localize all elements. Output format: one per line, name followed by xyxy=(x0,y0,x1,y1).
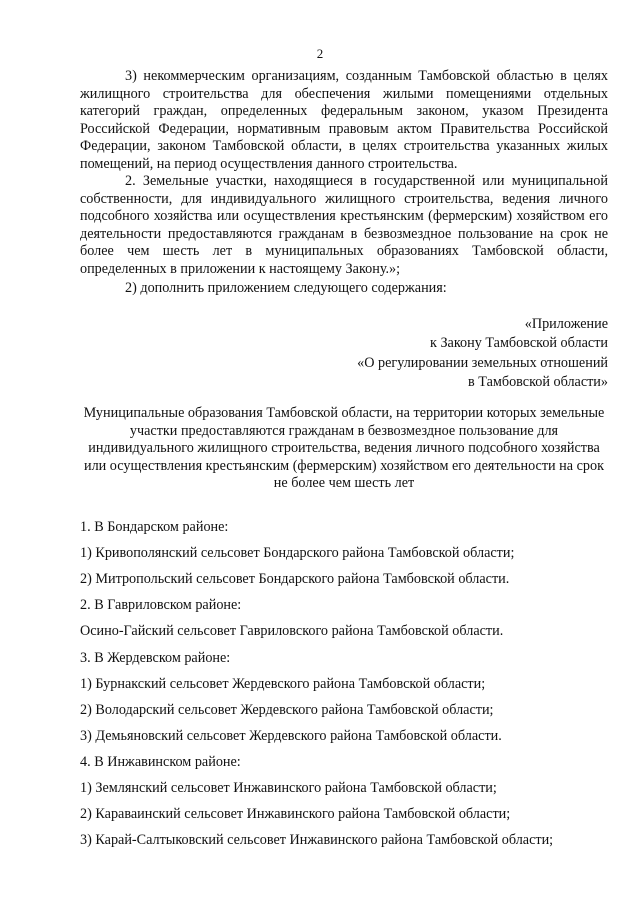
district-heading: 4. В Инжавинском районе: xyxy=(80,754,241,770)
appendix-header-line: «Приложение xyxy=(524,316,608,332)
page-number: 2 xyxy=(316,46,324,61)
paragraph-add-appendix: 2) дополнить приложением следующего содержания: xyxy=(125,280,447,296)
list-item: 2) Володарский сельсовет Жердевского района Тамбовской области; xyxy=(80,702,494,718)
appendix-header-line: в Тамбовской области» xyxy=(468,374,608,391)
list-item: 1) Кривополянский сельсовет Бондарского района Тамбовской области; xyxy=(80,545,515,561)
appendix-header-line: к Закону Тамбовской области xyxy=(430,335,608,352)
paragraph-land-plots: 2. Земельные участки, находящиеся в государственной или муниципальной собственности, для индивидуального жилищного строительства, ведения личного подсобного хозяйства или осуществления крестьянским (фермерским) хозяйством его деятельности предоставляются гражданам в безвозмездное пользование на срок не более чем шесть лет в муниципальных образованиях Тамбовской области, определенных в приложении к настоящему Закону.»; xyxy=(80,173,608,277)
district-heading: 2. В Гавриловском районе: xyxy=(80,597,242,613)
list-item: 2) Караваинский сельсовет Инжавинского района Тамбовской области; xyxy=(80,806,511,822)
paragraph-item-3: 3) некоммерческим организациям, созданным Тамбовской областью в целях жилищного строительства для обеспечения жилыми помещениями отдельных категорий граждан, определенных федеральным законом, указом Президента Российской Федерации, нормативным правовым актом Правительства Российской Федерации, законом Тамбовской области, в целях строительства указанных жилых помещений, на период осуществления данного строительства. xyxy=(80,68,608,172)
list-item: 3) Демьяновский сельсовет Жердевского района Тамбовской области. xyxy=(80,728,502,744)
list-item: Осино-Гайский сельсовет Гавриловского района Тамбовской области. xyxy=(80,623,504,639)
district-heading: 3. В Жердевском районе: xyxy=(80,650,231,666)
list-item: 1) Землянский сельсовет Инжавинского района Тамбовской области; xyxy=(80,780,497,796)
appendix-header-line: «О регулировании земельных отношений xyxy=(357,354,608,371)
district-heading: 1. В Бондарском районе: xyxy=(80,519,229,535)
list-item: 1) Бурнакский сельсовет Жердевского района Тамбовской области; xyxy=(80,676,486,692)
list-item: 2) Митропольский сельсовет Бондарского района Тамбовской области. xyxy=(80,571,510,587)
appendix-header xyxy=(357,315,608,393)
list-item: 3) Карай-Салтыковский сельсовет Инжавинского района Тамбовской области; xyxy=(80,832,554,848)
appendix-title: Муниципальные образования Тамбовской области, на территории которых земельные участки предоставляются гражданам в безвозмездное пользование для индивидуального жилищного строительства, ведения личного подсобного хозяйства или осуществления крестьянским (фермерским) хозяйством его деятельности на срок не более чем шесть лет xyxy=(83,405,605,492)
